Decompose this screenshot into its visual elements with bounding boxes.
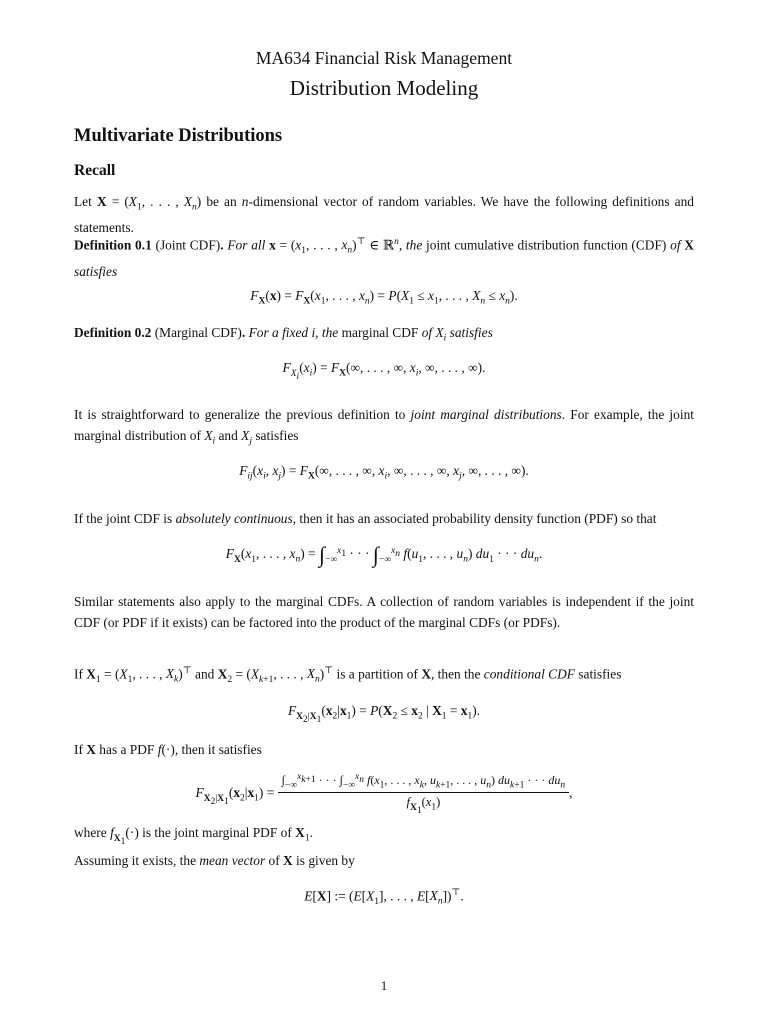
definition-joint-cdf: Definition 0.1 (Joint CDF). For all $x = (x_1$, . . . , $x_n)^⊤$ ∈ ℝ$^n$, the joint cumulative distribution function (CDF) of X satisfies [74, 237, 694, 279]
intro-paragraph: Let $X = (X_1$, . . . , $X_n$) be an n-dimensional vector of random variables. We have the following definitions and statements. [74, 194, 694, 236]
subsection-heading: Recall [74, 162, 116, 179]
page-number: 1 [380, 978, 388, 993]
definition-label: Definition 0.1 [74, 237, 152, 253]
section-heading: Multivariate Distributions [74, 126, 283, 146]
equation-pdf: $F_X(x_1$, . . . , $x_n) = \int_{-\infty}^{x_1}$ · · · $\int_{-\infty}^{x_n}$ $f(u_1$, . . . , $u_n$) $du_1$ · · · $du_n$. [225, 542, 543, 567]
document-title: Distribution Modeling [289, 76, 479, 100]
definition-marginal-cdf: Definition 0.2 (Marginal CDF). For a fixed i, the marginal CDF of $X_i$ satisfies [74, 325, 493, 344]
paragraph-joint-marginal: It is straightforward to generalize the previous definition to joint marginal distributions. For example, the joint marginal distribution of $X_i$ and $X_j$ satisfies [74, 407, 694, 447]
fraction: $\int_{-\infty}^{x_{k+1}}$ · · · $\int_{-\infty}^{x_n}$ $f(x_1$, . . . , $x_k$, $u_{k+1}$, . . . , $u_n$) $du_{k+1}$ · · · $du_n$ $f_{X_1}(x_1)$ [278, 772, 570, 816]
definition-label: Definition 0.2 [74, 325, 152, 340]
paragraph-has-pdf: If X has a PDF f(·), then it satisfies [74, 742, 262, 757]
equation-joint-marginal: $F_{ij}(x_i$, $x_j) = F_X(\infty$, . . . , ∞, $x_i$, ∞, . . . , ∞, $x_j$, ∞, . . . , ∞). [239, 463, 529, 482]
equation-conditional-pdf: $F_{X_2|X_1}(x_2|x_1)$ = $\int_{-\infty}^{x_{k+1}}$ · · · $\int_{-\infty}^{x_n}$ $f(x_1$, . . . , $x_k$, $u_{k+1}$, . . . , $u_n$) $du_{k+1}$ · · · $du_n$ $f_{X_1}(x_1)$ , [195, 772, 573, 816]
paragraph-mean: Assuming it exists, the mean vector of X is given by [74, 853, 355, 868]
paragraph-partition: If $X_1 = (X_1$, . . . , $X_k)^⊤$ and $X_2 = (X_{k+1}$, . . . , $X_n)^⊤$ is a partition of X, then the conditional CDF satisfies [74, 666, 622, 686]
equation-mean-vector: E[X] := ($E[X_1]$, . . . , $E[X_n])^⊤$. [304, 888, 464, 908]
paragraph-independence: Similar statements also apply to the marginal CDFs. A collection of random variables is independent if the joint CDF (or PDF if it exists) can be factored into the product of the marginal CDFs (or PDFs). [74, 594, 694, 630]
paragraph-where: where $f_{X_1}(\cdot)$ is the joint marginal PDF of $X_1$. [74, 825, 313, 847]
course-title: MA634 Financial Risk Management [255, 48, 513, 68]
equation-joint-cdf: $F_X(x) = F_X(x_1$, . . . , $x_n) = P(X_1 \le x_1$, . . . , $X_n \le x_n$). [250, 288, 518, 307]
equation-conditional-cdf: $F_{X_2|X_1}(x_2|x_1) = P(X_2 \le x_2$ | $X_1 = x_1$). [287, 703, 481, 725]
equation-marginal-cdf: $F_{X_i}(x_i) = F_X(\infty$, . . . , ∞, $x_i$, ∞, . . . , ∞). [282, 360, 486, 382]
paragraph-pdf: If the joint CDF is absolutely continuous, then it has an associated probability density function (PDF) so that [74, 511, 657, 526]
